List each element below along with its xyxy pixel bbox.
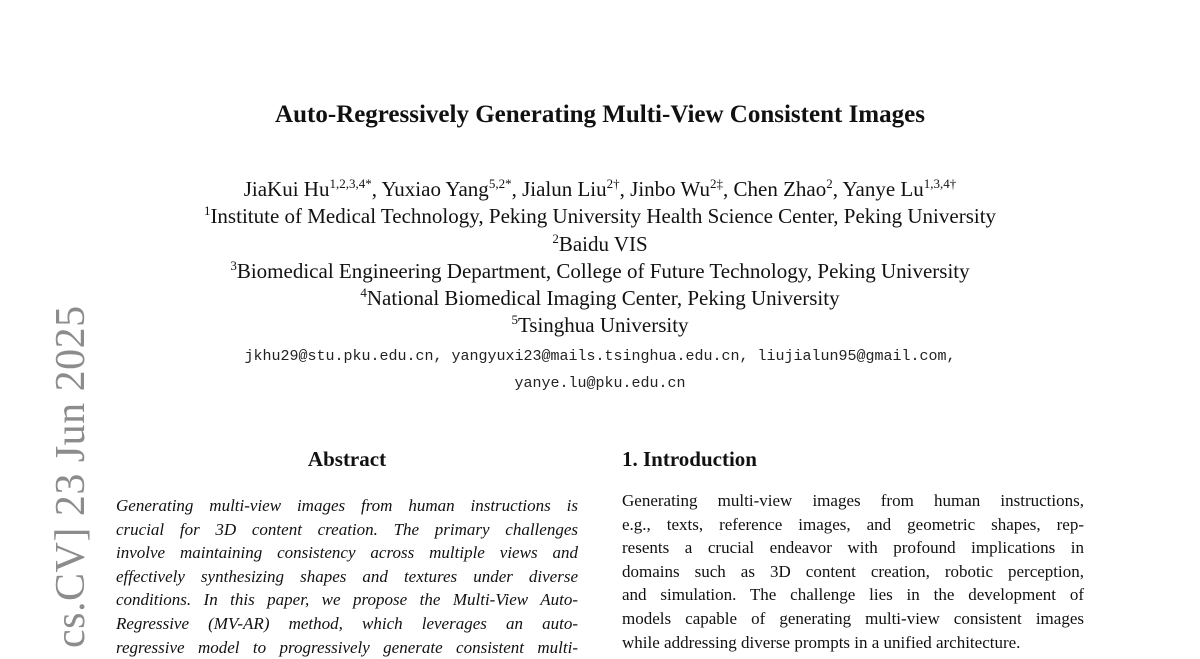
author: Chen Zhao$^2$, bbox=[733, 176, 843, 201]
author: Yanye $Lu^{1,3,4\dagger}$ bbox=[842, 176, 957, 201]
abstract-body bbox=[116, 494, 578, 659]
intro-line: while addressing diverse prompts in a unified architecture. bbox=[622, 632, 1021, 652]
author: JiaKui $Hu^{1,2,3,4*}$, bbox=[243, 176, 382, 201]
author-list bbox=[0, 176, 1200, 203]
intro-line: resents a crucial endeavor with profound implications in bbox=[622, 538, 1084, 558]
intro-line: e.g., texts, reference images, and geometric shapes, rep- bbox=[622, 514, 1084, 534]
abstract-line: regressive model to progressively generate consistent multi- bbox=[116, 637, 578, 657]
intro-line: domains such as 3D content creation, robotic perception, bbox=[622, 561, 1084, 581]
introduction-body bbox=[622, 489, 1084, 654]
email-list: jkhu29@stu.pku.edu.cn, yangyuxi23@mails.tsinghua.edu.cn, liujialun95@gmail.com, bbox=[244, 347, 956, 365]
arxiv-stamp: cs.CV] 23 Jun 2025 bbox=[48, 305, 94, 648]
abstract-heading: Abstract bbox=[307, 447, 387, 471]
author: Jialun Liu$^{2\dagger}$, bbox=[522, 176, 631, 201]
author: Jinbo $Wu^{2\ddagger}$, bbox=[630, 176, 734, 201]
affiliation-5: $^5$Tsinghua University bbox=[511, 312, 689, 338]
affiliation-2: $^2$Baidu VIS bbox=[552, 230, 648, 256]
affiliation-3: $^3$Biomedical Engineering Department, College of Future Technology, Peking University bbox=[230, 257, 970, 283]
author-block bbox=[0, 176, 1200, 397]
abstract-line: involve maintaining consistency across multiple views and bbox=[116, 543, 578, 563]
abstract-line: effectively synthesizing shapes and textures under diverse bbox=[116, 566, 578, 586]
affiliation-1: $^1$Institute of Medical Technology, Peking University Health Science Center, Peking University bbox=[203, 203, 997, 229]
abstract-line: Regressive (MV-AR) method, which leverages an auto- bbox=[116, 613, 578, 633]
affiliation-4: $^4$National Biomedical Imaging Center, Peking University bbox=[360, 285, 840, 311]
abstract-line: Generating multi-view images from human instructions is bbox=[116, 496, 578, 515]
intro-line: models capable of generating multi-view consistent images bbox=[622, 608, 1084, 628]
intro-line: Generating multi-view images from human instructions, bbox=[622, 491, 1084, 510]
intro-line: and simulation. The challenge lies in the development of bbox=[622, 585, 1084, 605]
email-list-cont: yanye.lu@pku.edu.cn bbox=[514, 374, 686, 392]
author: Yuxiao Yang$^{5,2*}$, bbox=[381, 176, 523, 201]
abstract-line: conditions. In this paper, we propose the Multi-View Auto- bbox=[116, 590, 578, 610]
paper-title: Auto-Regressively Generating Multi-View Consistent Images bbox=[275, 101, 925, 128]
introduction-heading: 1. Introduction bbox=[622, 447, 757, 471]
abstract-line: crucial for 3D content creation. The primary challenges bbox=[116, 519, 578, 539]
